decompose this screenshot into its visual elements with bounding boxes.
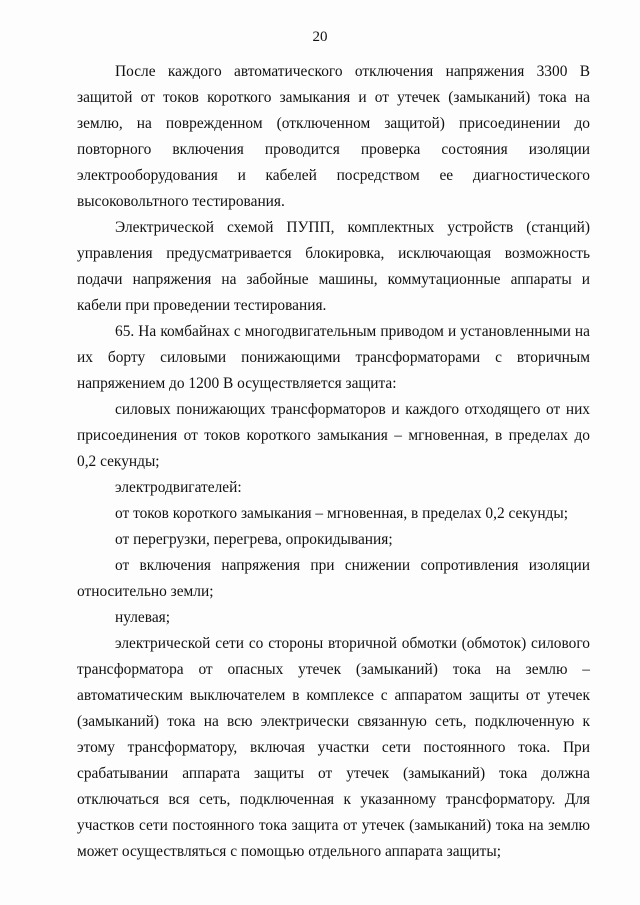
paragraph-pupp-blocking: Электрической схемой ПУПП, комплектных устройств (станций) управления предусматривается блокировка, исключающая возможность подачи напряжения на забойные машины, коммутационные аппараты и кабели при проведении тестирования. [77, 219, 590, 314]
paragraph-insulation-resistance: от включения напряжения при снижении сопротивления изоляции относительно земли; [77, 557, 590, 600]
page-number: 20 [312, 29, 328, 45]
paragraph-zero-protection: нулевая; [115, 609, 171, 626]
paragraph-voltage-disconnect-check: После каждого автоматического отключения напряжения 3300 В защитой от токов короткого замыкания и от утечек (замыканий) тока на землю, на поврежденном (отключенном защитой) присоединении до повторного включения проводится проверка состояния изоляции электрооборудования и кабелей посредством ее диагностического высоковольтного тестирования. [77, 63, 590, 210]
document-body [77, 59, 590, 865]
paragraph-leakage-protection: электрической сети со стороны вторичной обмотки (обмоток) силового трансформатора от опасных утечек (замыканий) тока на землю – автоматическим выключателем в комплексе с аппаратом защиты от утечек (замыканий) тока на всю электрически связанную сеть, подключенную к этому трансформатору, включая участки сети постоянного тока. При срабатывании аппарата защиты от утечек (замыканий) тока должна отключаться вся сеть, подключенная к указанному трансформатору. Для участков сети постоянного тока защита от утечек (замыканий) тока на землю может осуществляться с помощью отдельного аппарата защиты; [77, 635, 590, 860]
paragraph-overload: от перегрузки, перегрева, опрокидывания; [115, 531, 393, 548]
paragraph-short-circuit: от токов короткого замыкания – мгновенная, в пределах 0,2 секунды; [115, 505, 568, 522]
paragraph-motors-heading: электродвигателей: [115, 479, 242, 496]
paragraph-transformer-protection: силовых понижающих трансформаторов и каждого отходящего от них присоединения от токов короткого замыкания – мгновенная, в пределах до 0,2 секунды; [77, 401, 590, 470]
paragraph-clause-65: 65. На комбайнах с многодвигательным приводом и установленными на их борту силовыми понижающими трансформаторами с вторичным напряжением до 1200 В осуществляется защита: [77, 323, 590, 392]
